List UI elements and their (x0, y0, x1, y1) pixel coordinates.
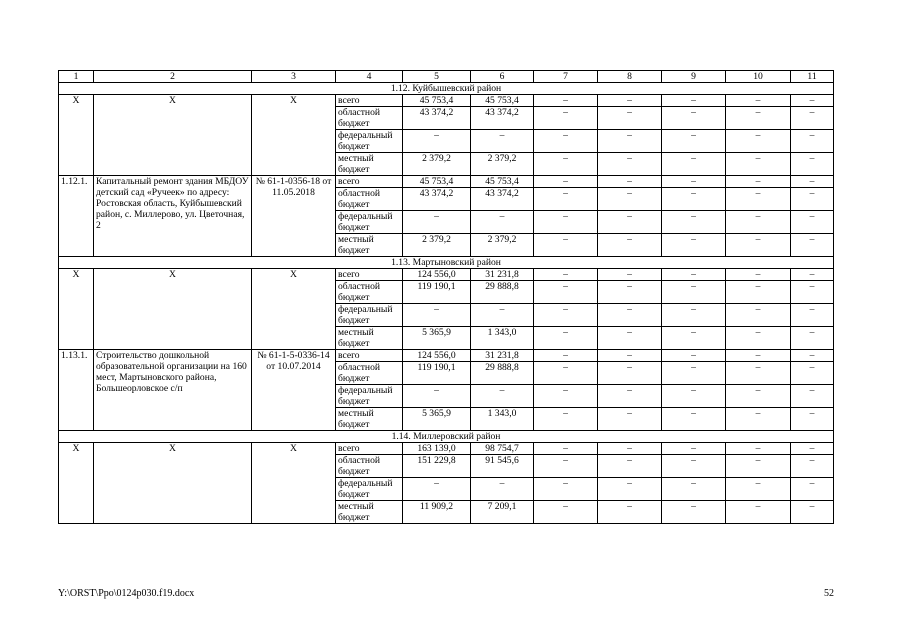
empty-value-dash: – (726, 304, 791, 327)
empty-value-dash: – (791, 350, 834, 362)
column-number-cell: 9 (662, 71, 726, 83)
empty-value-dash: – (726, 107, 791, 130)
funding-source: всего (336, 95, 403, 107)
empty-value-dash: – (662, 304, 726, 327)
empty-value-dash: – (534, 304, 598, 327)
empty-value-dash: – (534, 176, 598, 188)
amount-cell: 31 231,8 (471, 269, 534, 281)
empty-value-dash: – (726, 153, 791, 176)
empty-value-dash: – (726, 130, 791, 153)
amount-cell: 11 909,2 (403, 501, 471, 524)
empty-value-dash: – (791, 501, 834, 524)
amount-cell: 43 374,2 (471, 107, 534, 130)
section-title: 1.14. Миллеровский район (59, 431, 834, 443)
empty-value-dash: – (726, 455, 791, 478)
amount-cell: 5 365,9 (403, 327, 471, 350)
column-number-cell: 7 (534, 71, 598, 83)
column-number-cell: 10 (726, 71, 791, 83)
amount-cell: – (403, 130, 471, 153)
empty-value-dash: – (598, 385, 662, 408)
empty-value-dash: – (662, 281, 726, 304)
amount-cell: – (403, 211, 471, 234)
empty-value-dash: – (791, 362, 834, 385)
empty-value-dash: – (791, 408, 834, 431)
funding-source: всего (336, 269, 403, 281)
empty-value-dash: – (726, 327, 791, 350)
empty-value-dash: – (726, 385, 791, 408)
empty-value-dash: – (534, 455, 598, 478)
amount-cell: – (471, 478, 534, 501)
item-number: Х (59, 443, 94, 524)
amount-cell: 2 379,2 (403, 234, 471, 257)
funding-source: областной бюджет (336, 455, 403, 478)
table-row (59, 176, 834, 188)
empty-value-dash: – (662, 362, 726, 385)
conclusion-number: Х (252, 443, 336, 524)
conclusion-number: № 61-1-0356-18 от 11.05.2018 (252, 176, 336, 257)
column-number-row (59, 71, 834, 83)
object-name: Строительство дошкольной образовательной организации на 160 мест, Мартыновского района, Большеорловское с/п (94, 350, 252, 431)
empty-value-dash: – (726, 443, 791, 455)
amount-cell: 7 209,1 (471, 501, 534, 524)
conclusion-number: № 61-1-5-0336-14 от 10.07.2014 (252, 350, 336, 431)
empty-value-dash: – (534, 107, 598, 130)
empty-value-dash: – (662, 350, 726, 362)
amount-cell: 119 190,1 (403, 362, 471, 385)
funding-source: областной бюджет (336, 107, 403, 130)
empty-value-dash: – (726, 478, 791, 501)
amount-cell: 45 753,4 (403, 95, 471, 107)
amount-cell: 29 888,8 (471, 281, 534, 304)
empty-value-dash: – (726, 362, 791, 385)
amount-cell: 2 379,2 (403, 153, 471, 176)
empty-value-dash: – (791, 130, 834, 153)
empty-value-dash: – (791, 455, 834, 478)
empty-value-dash: – (726, 176, 791, 188)
empty-value-dash: – (791, 234, 834, 257)
empty-value-dash: – (662, 408, 726, 431)
empty-value-dash: – (662, 211, 726, 234)
funding-source: федеральный бюджет (336, 211, 403, 234)
empty-value-dash: – (791, 478, 834, 501)
amount-cell: – (471, 385, 534, 408)
empty-value-dash: – (598, 95, 662, 107)
column-number-cell: 11 (791, 71, 834, 83)
amount-cell: 163 139,0 (403, 443, 471, 455)
conclusion-number: Х (252, 95, 336, 176)
section-title-row (59, 83, 834, 95)
amount-cell: 45 753,4 (403, 176, 471, 188)
amount-cell: 2 379,2 (471, 234, 534, 257)
empty-value-dash: – (662, 153, 726, 176)
empty-value-dash: – (598, 408, 662, 431)
funding-source: местный бюджет (336, 153, 403, 176)
empty-value-dash: – (791, 385, 834, 408)
object-name: Х (94, 95, 252, 176)
item-number: 1.12.1. (59, 176, 94, 257)
amount-cell: 1 343,0 (471, 408, 534, 431)
empty-value-dash: – (791, 443, 834, 455)
empty-value-dash: – (662, 501, 726, 524)
empty-value-dash: – (726, 408, 791, 431)
empty-value-dash: – (534, 281, 598, 304)
empty-value-dash: – (598, 269, 662, 281)
table-row (59, 443, 834, 455)
amount-cell: 124 556,0 (403, 269, 471, 281)
amount-cell: 2 379,2 (471, 153, 534, 176)
empty-value-dash: – (726, 95, 791, 107)
empty-value-dash: – (534, 408, 598, 431)
empty-value-dash: – (598, 107, 662, 130)
amount-cell: – (471, 304, 534, 327)
object-name: Х (94, 443, 252, 524)
funding-source: федеральный бюджет (336, 385, 403, 408)
empty-value-dash: – (791, 153, 834, 176)
amount-cell: 29 888,8 (471, 362, 534, 385)
funding-source: всего (336, 176, 403, 188)
funding-source: всего (336, 443, 403, 455)
empty-value-dash: – (598, 362, 662, 385)
section-title-row (59, 257, 834, 269)
empty-value-dash: – (534, 478, 598, 501)
column-number-cell: 2 (94, 71, 252, 83)
item-number: Х (59, 269, 94, 350)
amount-cell: – (471, 130, 534, 153)
empty-value-dash: – (791, 188, 834, 211)
empty-value-dash: – (534, 153, 598, 176)
amount-cell: – (403, 478, 471, 501)
empty-value-dash: – (598, 443, 662, 455)
funding-source: местный бюджет (336, 234, 403, 257)
empty-value-dash: – (598, 304, 662, 327)
column-number-cell: 5 (403, 71, 471, 83)
empty-value-dash: – (791, 95, 834, 107)
empty-value-dash: – (726, 281, 791, 304)
amount-cell: 119 190,1 (403, 281, 471, 304)
page-number: 52 (824, 588, 834, 599)
object-name: Х (94, 269, 252, 350)
section-title-row (59, 431, 834, 443)
empty-value-dash: – (598, 350, 662, 362)
funding-source: областной бюджет (336, 362, 403, 385)
empty-value-dash: – (598, 130, 662, 153)
column-number-cell: 6 (471, 71, 534, 83)
amount-cell: 5 365,9 (403, 408, 471, 431)
empty-value-dash: – (726, 501, 791, 524)
empty-value-dash: – (534, 234, 598, 257)
amount-cell: 43 374,2 (471, 188, 534, 211)
empty-value-dash: – (598, 501, 662, 524)
empty-value-dash: – (534, 95, 598, 107)
amount-cell: 124 556,0 (403, 350, 471, 362)
column-number-cell: 8 (598, 71, 662, 83)
funding-source: областной бюджет (336, 188, 403, 211)
empty-value-dash: – (598, 176, 662, 188)
empty-value-dash: – (534, 501, 598, 524)
empty-value-dash: – (598, 281, 662, 304)
empty-value-dash: – (791, 269, 834, 281)
empty-value-dash: – (534, 327, 598, 350)
amount-cell: 98 754,7 (471, 443, 534, 455)
empty-value-dash: – (534, 211, 598, 234)
empty-value-dash: – (662, 95, 726, 107)
empty-value-dash: – (598, 153, 662, 176)
empty-value-dash: – (662, 269, 726, 281)
empty-value-dash: – (791, 304, 834, 327)
empty-value-dash: – (598, 455, 662, 478)
object-name: Капитальный ремонт здания МБДОУ детский сад «Ручеек» по адресу: Ростовская область, Куйбышевский район, с. Миллерово, ул. Цветочная, 2 (94, 176, 252, 257)
funding-source: федеральный бюджет (336, 478, 403, 501)
amount-cell: 91 545,6 (471, 455, 534, 478)
funding-source: местный бюджет (336, 327, 403, 350)
amount-cell: 45 753,4 (471, 95, 534, 107)
empty-value-dash: – (726, 234, 791, 257)
empty-value-dash: – (662, 327, 726, 350)
empty-value-dash: – (534, 385, 598, 408)
empty-value-dash: – (598, 211, 662, 234)
empty-value-dash: – (662, 455, 726, 478)
section-title: 1.12. Куйбышевский район (59, 83, 834, 95)
empty-value-dash: – (598, 327, 662, 350)
empty-value-dash: – (791, 281, 834, 304)
funding-source: всего (336, 350, 403, 362)
empty-value-dash: – (791, 107, 834, 130)
item-number: 1.13.1. (59, 350, 94, 431)
column-number-cell: 3 (252, 71, 336, 83)
empty-value-dash: – (598, 234, 662, 257)
amount-cell: 31 231,8 (471, 350, 534, 362)
amount-cell: 43 374,2 (403, 188, 471, 211)
empty-value-dash: – (662, 478, 726, 501)
column-number-cell: 1 (59, 71, 94, 83)
table-row (59, 269, 834, 281)
empty-value-dash: – (791, 327, 834, 350)
empty-value-dash: – (726, 211, 791, 234)
amount-cell: 43 374,2 (403, 107, 471, 130)
funding-source: федеральный бюджет (336, 130, 403, 153)
empty-value-dash: – (534, 443, 598, 455)
empty-value-dash: – (534, 269, 598, 281)
empty-value-dash: – (726, 188, 791, 211)
funding-source: областной бюджет (336, 281, 403, 304)
amount-cell: 151 229,8 (403, 455, 471, 478)
footer-file-path: Y:\ORST\Ppo\0124p030.f19.docx (58, 588, 195, 599)
empty-value-dash: – (662, 234, 726, 257)
empty-value-dash: – (534, 130, 598, 153)
empty-value-dash: – (662, 107, 726, 130)
empty-value-dash: – (598, 478, 662, 501)
funding-source: местный бюджет (336, 408, 403, 431)
empty-value-dash: – (598, 188, 662, 211)
empty-value-dash: – (662, 385, 726, 408)
empty-value-dash: – (726, 350, 791, 362)
table-body (59, 71, 834, 524)
table-row (59, 350, 834, 362)
empty-value-dash: – (791, 176, 834, 188)
amount-cell: – (403, 304, 471, 327)
amount-cell: 45 753,4 (471, 176, 534, 188)
empty-value-dash: – (662, 130, 726, 153)
empty-value-dash: – (726, 269, 791, 281)
empty-value-dash: – (662, 443, 726, 455)
amount-cell: – (471, 211, 534, 234)
table-row (59, 95, 834, 107)
empty-value-dash: – (791, 211, 834, 234)
funding-source: федеральный бюджет (336, 304, 403, 327)
amount-cell: 1 343,0 (471, 327, 534, 350)
funding-source: местный бюджет (336, 501, 403, 524)
item-number: Х (59, 95, 94, 176)
section-title: 1.13. Мартыновский район (59, 257, 834, 269)
empty-value-dash: – (534, 350, 598, 362)
empty-value-dash: – (534, 362, 598, 385)
empty-value-dash: – (534, 188, 598, 211)
column-number-cell: 4 (336, 71, 403, 83)
empty-value-dash: – (662, 176, 726, 188)
budget-table (58, 70, 834, 524)
conclusion-number: Х (252, 269, 336, 350)
empty-value-dash: – (662, 188, 726, 211)
amount-cell: – (403, 385, 471, 408)
